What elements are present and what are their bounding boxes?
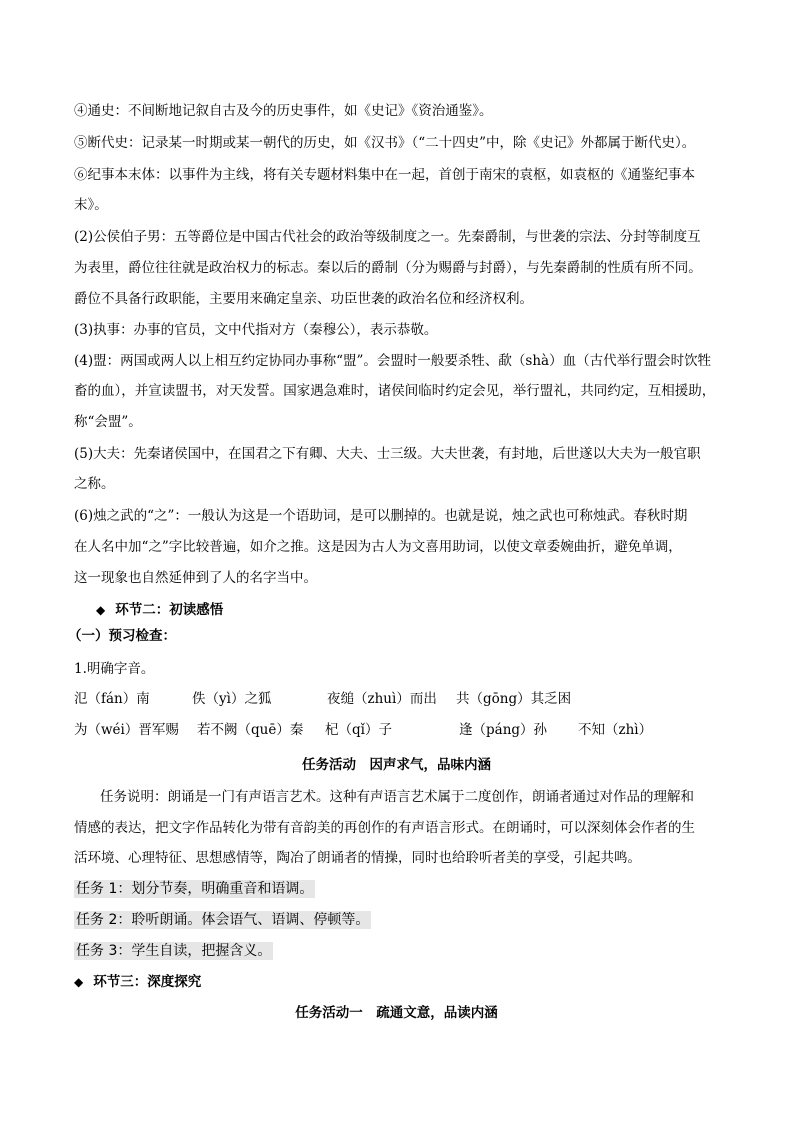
section-heading-3 [74,972,201,992]
task-description-line1: 任务说明：朗诵是一门有声语言艺术。这种有声语言艺术属于二度创作，朗诵者通过对作品的理解和 [100,789,694,805]
paragraph-jishibenmo-line2: 末》。 [74,197,108,213]
task-description-line3: 活环境、心理特征、思想感情等，陶冶了朗诵者的情操，同时也给聆听者美的享受，引起共鸣。 [74,850,641,866]
section-heading-2 [96,600,223,620]
section-heading-3-title: 环节三：深度探究 [93,974,202,990]
pinyin-item: 夜缒（zhuì）而出 [327,691,437,707]
pinyin-item: 杞（qǐ）子 [325,722,392,738]
task-description-line2: 情感的表达，把文字作品转化为带有音韵美的再创作的有声语言形式。在朗诵时，可以深刻体会作者的生 [74,820,695,836]
paragraph-gonghou-line3: 爵位不具备行政职能，主要用来确定皇亲、功臣世袭的政治名位和经济权利。 [74,291,533,307]
paragraph-gonghou-line1: (2)公侯伯子男：五等爵位是中国古代社会的政治等级制度之一。先秦爵制，与世袭的宗法、分封等制度互 [74,229,701,245]
pinyin-item: 共（gōng）其乏困 [456,691,572,707]
paragraph-dafu-line1: (5)大夫：先秦诸侯国中，在国君之下有卿、大夫、士三级。大夫世袭，有封地，后世遂以大夫为一般官职 [74,446,701,462]
subheading-preview-check: （一）预习检查： [68,628,176,644]
diamond-bullet-icon: ◆ [96,603,106,617]
pinyin-item: 不知（zhì） [578,722,653,738]
paragraph-meng-line3: 称“会盟”。 [74,414,142,430]
task-activity-one-title: 任务活动一 疏通文意，品读内涵 [295,1005,498,1021]
section-heading-2-title: 环节二：初读感悟 [115,602,224,618]
task-item [74,879,315,899]
paragraph-zhishi: (3)执事：办事的官员，文中代指对方（秦穆公），表示恭敬。 [74,322,438,338]
paragraph-meng-line1: (4)盟：两国或两人以上相互约定协同办事称“盟”。会盟时一般要杀牲、歃（shà）血（古代举行盟会时饮牲 [74,353,712,369]
paragraph-dafu-line2: 之称。 [74,476,115,492]
pinyin-item: 若不阙（quē）秦 [197,722,304,738]
task-1-text: 任务 1：划分节奏，明确重音和语调。 [76,881,314,897]
paragraph-zhuzhiwu-line1: (6)烛之武的“之”：一般认为这是一个语助词，是可以删掉的。也就是说，烛之武也可称烛武。春秋时期 [74,508,688,524]
pinyin-item: 佚（yì）之狐 [192,691,272,707]
task-item [74,910,371,930]
paragraph-zhuzhiwu-line2: 在人名中加“之”字比较普遍，如介之推。这是因为古人为文喜用助词，以使文章委婉曲折，避免单调， [74,539,682,555]
paragraph-jishibenmo-line1: ⑥纪事本末体：以事件为主线，将有关专题材料集中在一起，首创于南宋的袁枢，如袁枢的《通鉴纪事本 [74,167,695,183]
task-item [74,941,273,961]
pinyin-item: 氾（fán）南 [74,691,150,707]
paragraph-zhuzhiwu-line3: 这一现象也自然延伸到了人的名字当中。 [74,570,317,586]
paragraph-gonghou-line2: 为表里，爵位往往就是政治权力的标志。秦以后的爵制（分为赐爵与封爵），与先秦爵制的性质有所不同。 [74,260,702,276]
paragraph-duandaishi: ⑤断代史：记录某一时期或某一朝代的历史，如《汉书》（“二十四史”中，除《史记》外都属于断代史）。 [74,135,696,151]
pinyin-item: 逢（páng）孙 [459,722,548,738]
pinyin-item: 为（wéi）晋军赐 [74,722,179,738]
task-3-text: 任务 3：学生自读，把握含义。 [76,943,272,959]
paragraph-tongshi: ④通史：不间断地记叙自古及今的历史事件，如《史记》《资治通鉴》。 [74,103,493,119]
task-activity-title: 任务活动 因声求气，品味内涵 [302,757,491,773]
task-2-text: 任务 2：聆听朗诵。体会语气、语调、停顿等。 [76,912,370,928]
question-pronunciation: 1.明确字音。 [74,661,155,677]
paragraph-meng-line2: 畜的血），并宣读盟书，对天发誓。国家遇急难时，诸侯间临时约定会见，举行盟礼，共同约定，互相援助， [74,383,716,399]
diamond-bullet-icon: ◆ [74,975,84,989]
